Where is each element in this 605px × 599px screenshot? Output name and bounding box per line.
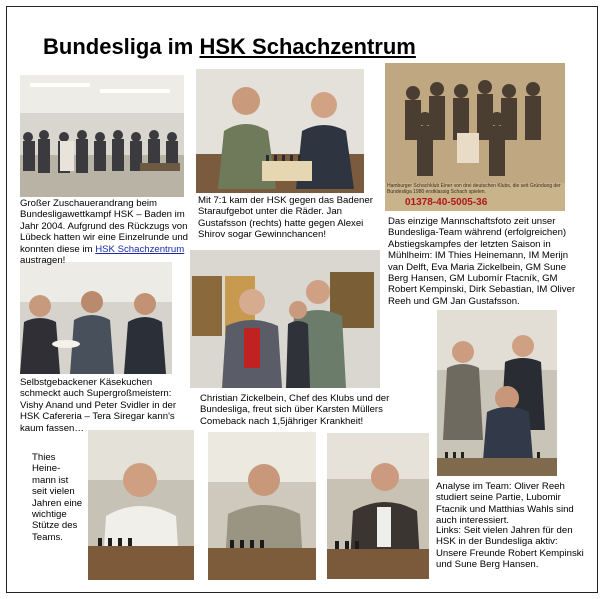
caption-audience: Großer Zuschauerandrang beim Bundesligawettkampf HSK – Baden im Jahr 2004. Aufgrund des Rückzugs von Lübeck hatten wir eine Einzelrunde und konnten diese im HSK Schachzentrum austragen! [20, 198, 189, 267]
caption-audience-link[interactable]: HSK Schachzentrum [95, 243, 185, 255]
photo-player-right [327, 433, 429, 579]
caption-zickelbein: Christian Zickelbein, Chef des Klubs und der Bundesliga, freut sich über Karsten Müllers Comeback nach 1,5jähriger Krankheit! [200, 393, 390, 427]
caption-friends: Links: Seit vielen Jahren für den HSK in der Bundesliga aktiv: Unsere Freunde Robert Kempinski und Sune Berg Hansen. [436, 525, 584, 571]
photo-reeh-analysis [437, 310, 557, 476]
title-link[interactable]: HSK Schachzentrum [199, 34, 416, 59]
caption-thies: Thies Heine-mann ist seit vielen Jahren eine wichtige Stütze des Teams. [32, 452, 83, 543]
photo-cake [20, 262, 172, 374]
caption-team-photo: Das einzige Mannschaftsfoto zeit unser Bundesliga-Team während (erfolgreichen) Abstiegskampfes der letzten Saison in Mühlheim: IM Thies Heinemann, IM Merijn van Delft, Eva Maria Zickelbein, GM Sune Berg Hansen, GM Lubomír Ftacník, GM Robert Kempinski, Dirk Sebastian, IM Oliver Reeh und GM Jan Gustafsson. [388, 216, 576, 307]
photo-gustafsson-shirov [196, 69, 364, 193]
caption-reeh: Analyse im Team: Oliver Reeh studiert seine Partie, Lubomir Ftacnik und Matthias Wahls sind auch interessiert. [436, 481, 574, 527]
caption-gustafsson: Mit 7:1 kam der HSK gegen das Badener Staraufgebot unter die Räder. Jan Gustafsson (rechts) hatte gegen Alexei Shirov sogar Gewinnchancen! [198, 195, 373, 241]
photo-heinemann [88, 430, 194, 580]
photo-zickelbein [190, 250, 380, 388]
photo-audience [20, 75, 184, 197]
photo-team-clipping [385, 63, 565, 211]
clipping-phone: 01378-40-5005-36 [405, 197, 488, 208]
photo-player-middle [208, 432, 316, 580]
clipping-caption: Hamburger Schachklub Einer von drei deutschen Klubs, die seit Gründung der Bundesliga 1980 erstklassig Schach spielen. [387, 183, 561, 195]
caption-cake: Selbstgebackener Käsekuchen schmeckt auch Supergroßmeistern: Vishy Anand und Peter Svidler in der HSK Cafereria – Tera Siregar kann's kaum fassen… [20, 377, 177, 434]
page-title: Bundesliga im HSK Schachzentrum [43, 34, 416, 59]
